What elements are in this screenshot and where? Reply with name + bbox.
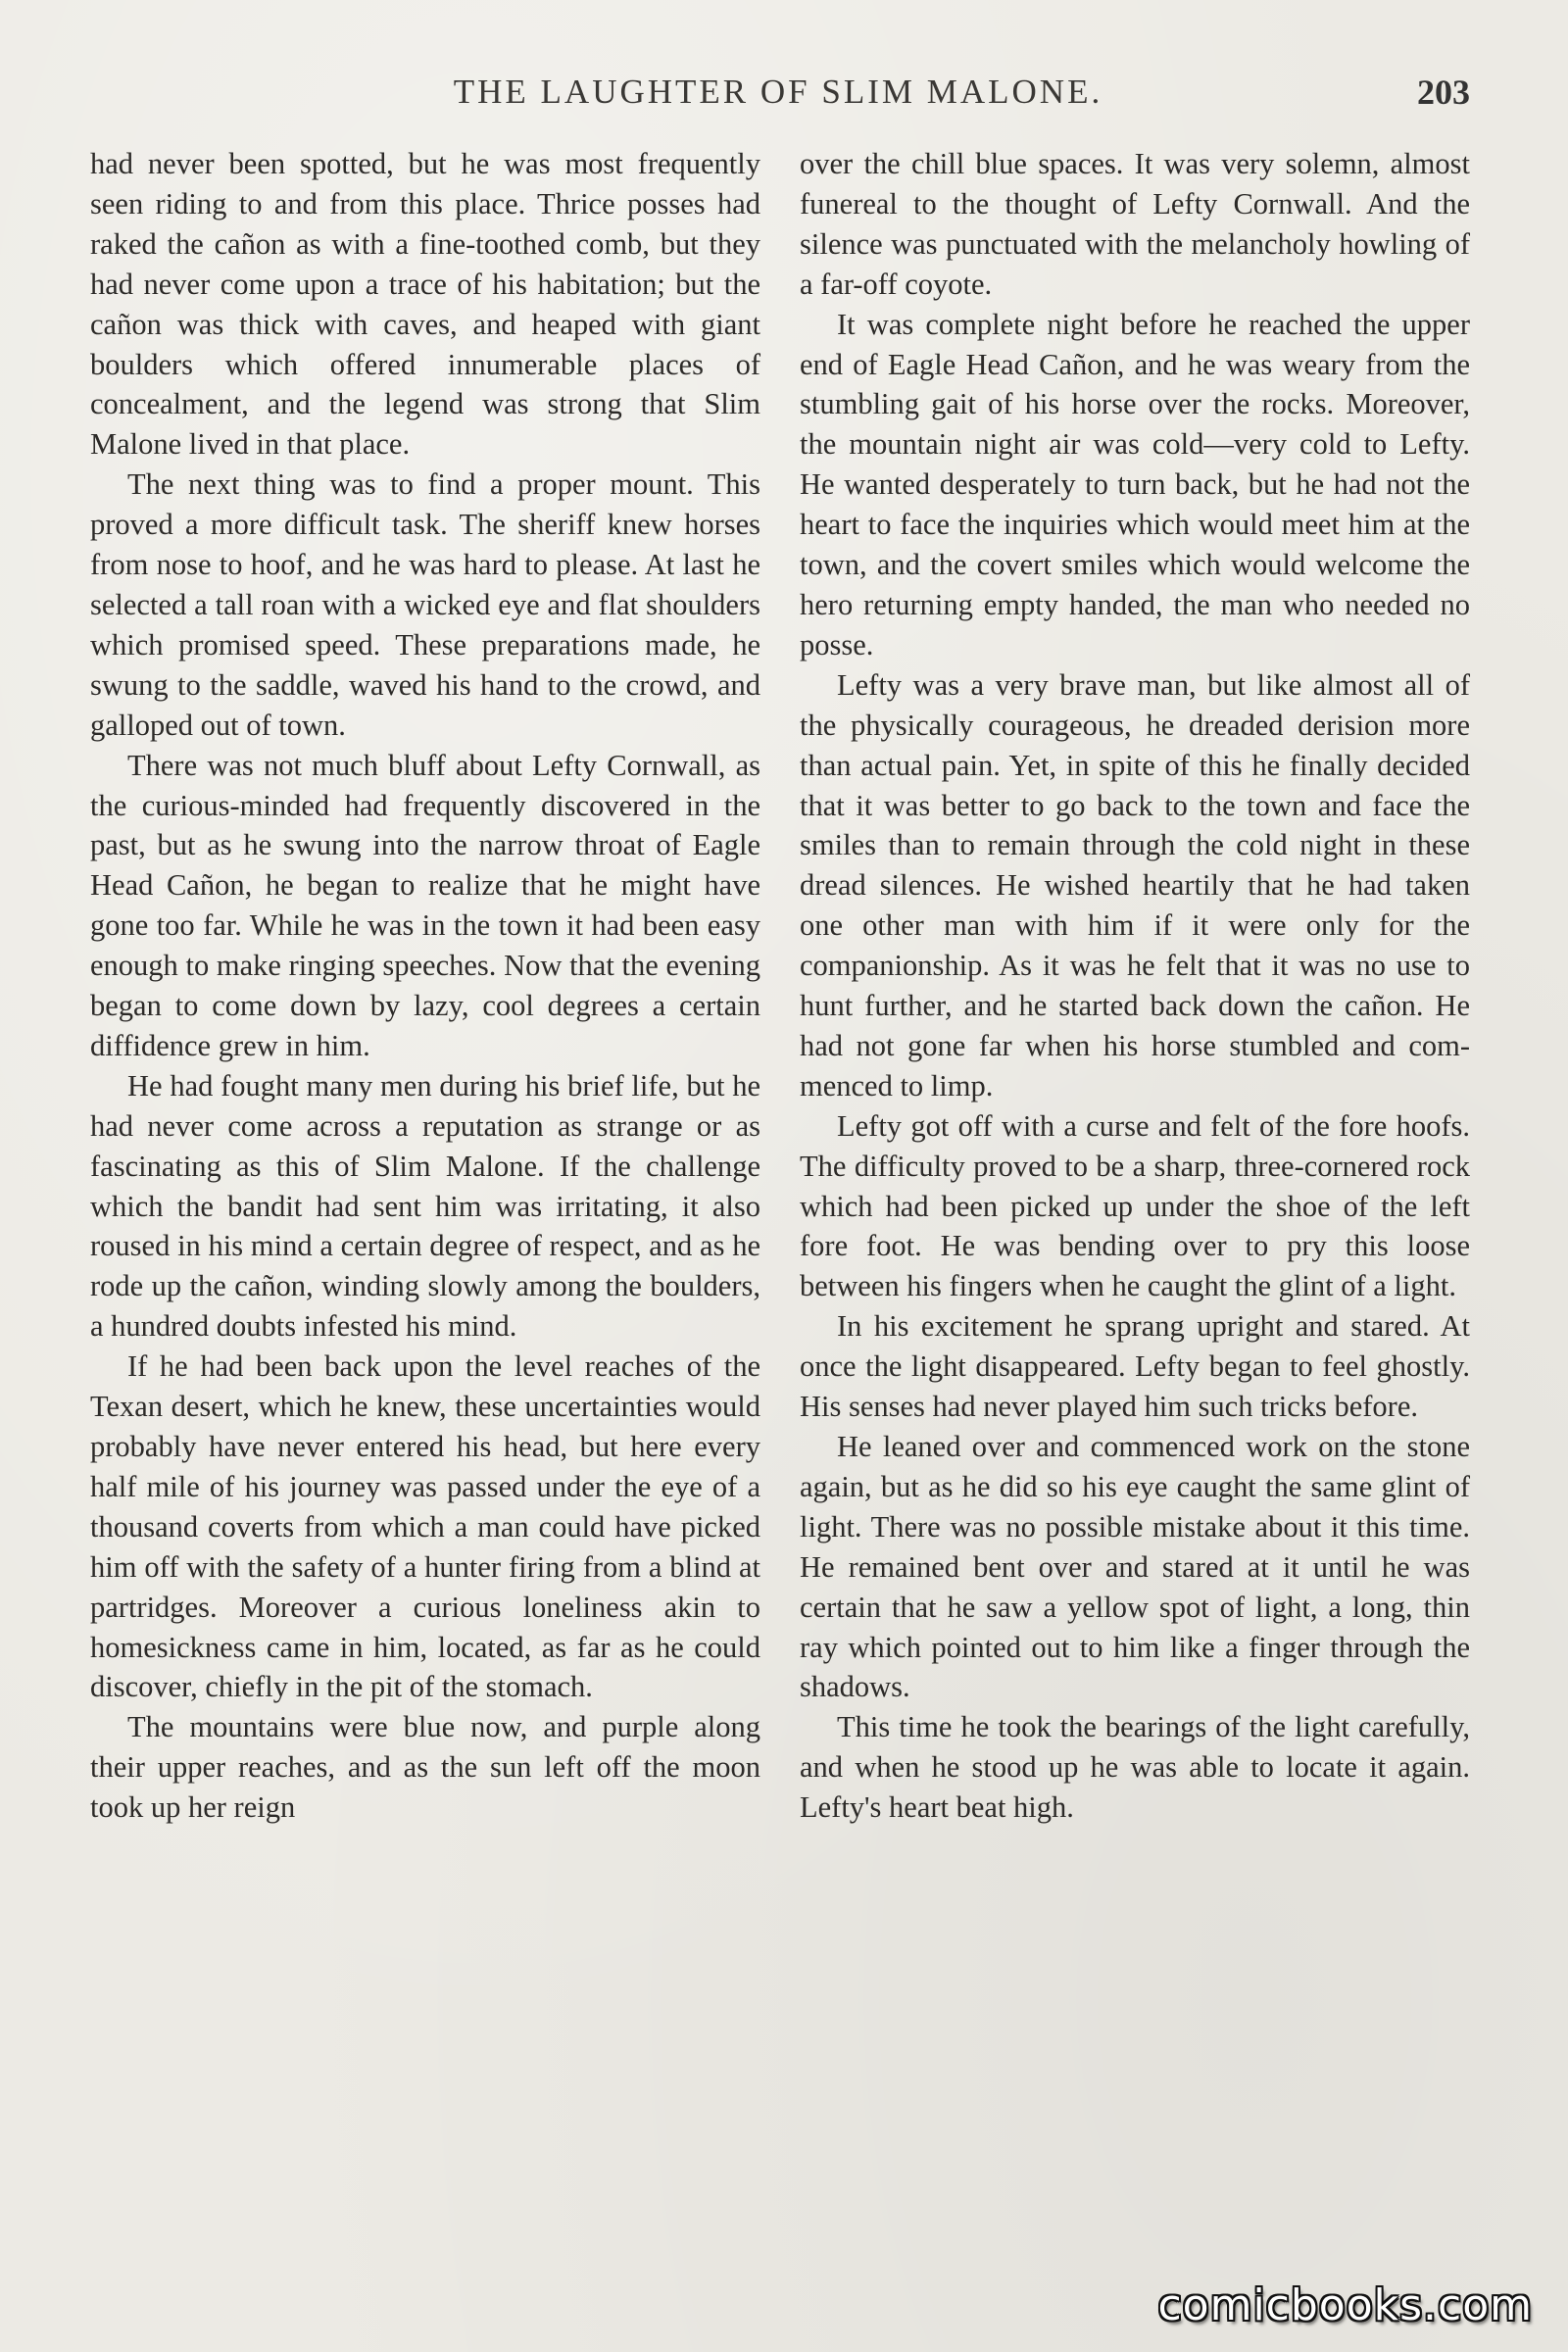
paragraph: The mountains were blue now, and purple along their upper reaches, and as the sun left off the moon took up her reign — [90, 1710, 760, 1825]
right-column — [800, 144, 1470, 1828]
paragraph: It was complete night before he reached the upper end of Eagle Head Cañon, and he was weary from the stumbling gait of his horse over the rocks. Moreover, the mountain night air was cold—very cold to Lefty. He wanted desperately to turn back, but he had not the heart to face the inquiries which would meet him at the town, and the covert smiles which would welcome the hero returning empty handed, the man who needed no posse. — [800, 307, 1470, 662]
paragraph: This time he took the bearings of the light carefully, and when he stood up he was able to locate it again. Lefty's heart beat high. — [800, 1710, 1470, 1825]
page-number: 203 — [1417, 73, 1470, 112]
left-column — [90, 144, 760, 1828]
paragraph: Lefty was a very brave man, but like almost all of the physically courageous, he dreaded derision more than actual pain. Yet, in spite of this he finally decided that it was better to go back to the town and face the smiles than to remain through the cold night in these dread silences. He wished heartily that he had taken one other man with him if it were only for the companionship. As it was he felt that it was no use to hunt further, and he started back down the cañon. He had not gone far when his horse stumbled and commenced to limp. — [800, 667, 1470, 1102]
paragraph: He had fought many men during his brief life, but he had never come across a reputation as strange or as fascinating as this of Slim Malone. If the challenge which the bandit had sent him was irritating, it also roused in his mind a certain degree of respect, and as he rode up the cañon, winding slowly among the boulders, a hundred doubts infested his mind. — [90, 1068, 760, 1344]
paragraph: Lefty got off with a curse and felt of the fore hoofs. The difficulty proved to be a sharp, three-cornered rock which had been picked up under the shoe of the left fore foot. He was bending over to pry this loose between his fingers when he caught the glint of a light. — [800, 1108, 1470, 1303]
paragraph: If he had been back upon the level reaches of the Texan desert, which he knew, these uncertainties would probably have never entered his head, but here every half mile of his journey was passed under the eye of a thousand coverts from which a man could have picked him off with the safety of a hunter firing from a blind at partridges. Moreover a curious loneliness akin to homesickness came in him, located, as far as he could discover, chiefly in the pit of the stomach. — [90, 1349, 760, 1704]
paragraph: over the chill blue spaces. It was very solemn, almost funereal to the thought of Lefty Cornwall. And the silence was punctuated with the melancholy howling of a far-off coyote. — [800, 147, 1470, 301]
paragraph: The next thing was to find a proper mount. This proved a more difficult task. The sheriff knew horses from nose to hoof, and he was hard to please. At last he selected a tall roan with a wicked eye and flat shoulders which promised speed. These preparations made, he swung to the saddle, waved his hand to the crowd, and galloped out of town. — [90, 467, 760, 742]
paragraph: There was not much bluff about Lefty Cornwall, as the curious-minded had frequently discovered in the past, but as he swung into the narrow throat of Eagle Head Cañon, he began to realize that he might have gone too far. While he was in the town it had been easy enough to make ringing speeches. Now that the evening began to come down by lazy, cool degrees a certain diffidence grew in him. — [90, 748, 760, 1062]
paragraph: In his excitement he sprang upright and stared. At once the light disappeared. Lefty began to feel ghostly. His senses had never played him such tricks before. — [800, 1309, 1470, 1424]
watermark: comicbooks.com — [1157, 2280, 1533, 2330]
paragraph: had never been spotted, but he was most frequently seen riding to and from this place. Thrice posses had raked the cañon as with a fine-toothed comb, but they had never come upon a trace of his habitation; but the cañon was thick with caves, and heaped with giant boulders which offered innumerable places of concealment, and the legend was strong that Slim Malone lived in that place. — [90, 147, 760, 462]
paragraph: He leaned over and commenced work on the stone again, but as he did so his eye caught the same glint of light. There was no possible mistake about it this time. He remained bent over and stared at it until he was certain that he saw a yellow spot of light, a long, thin ray which pointed out to him like a finger through the shadows. — [800, 1430, 1470, 1704]
running-title: THE LAUGHTER OF SLIM MALONE. — [453, 73, 1103, 111]
running-head — [86, 69, 1470, 116]
